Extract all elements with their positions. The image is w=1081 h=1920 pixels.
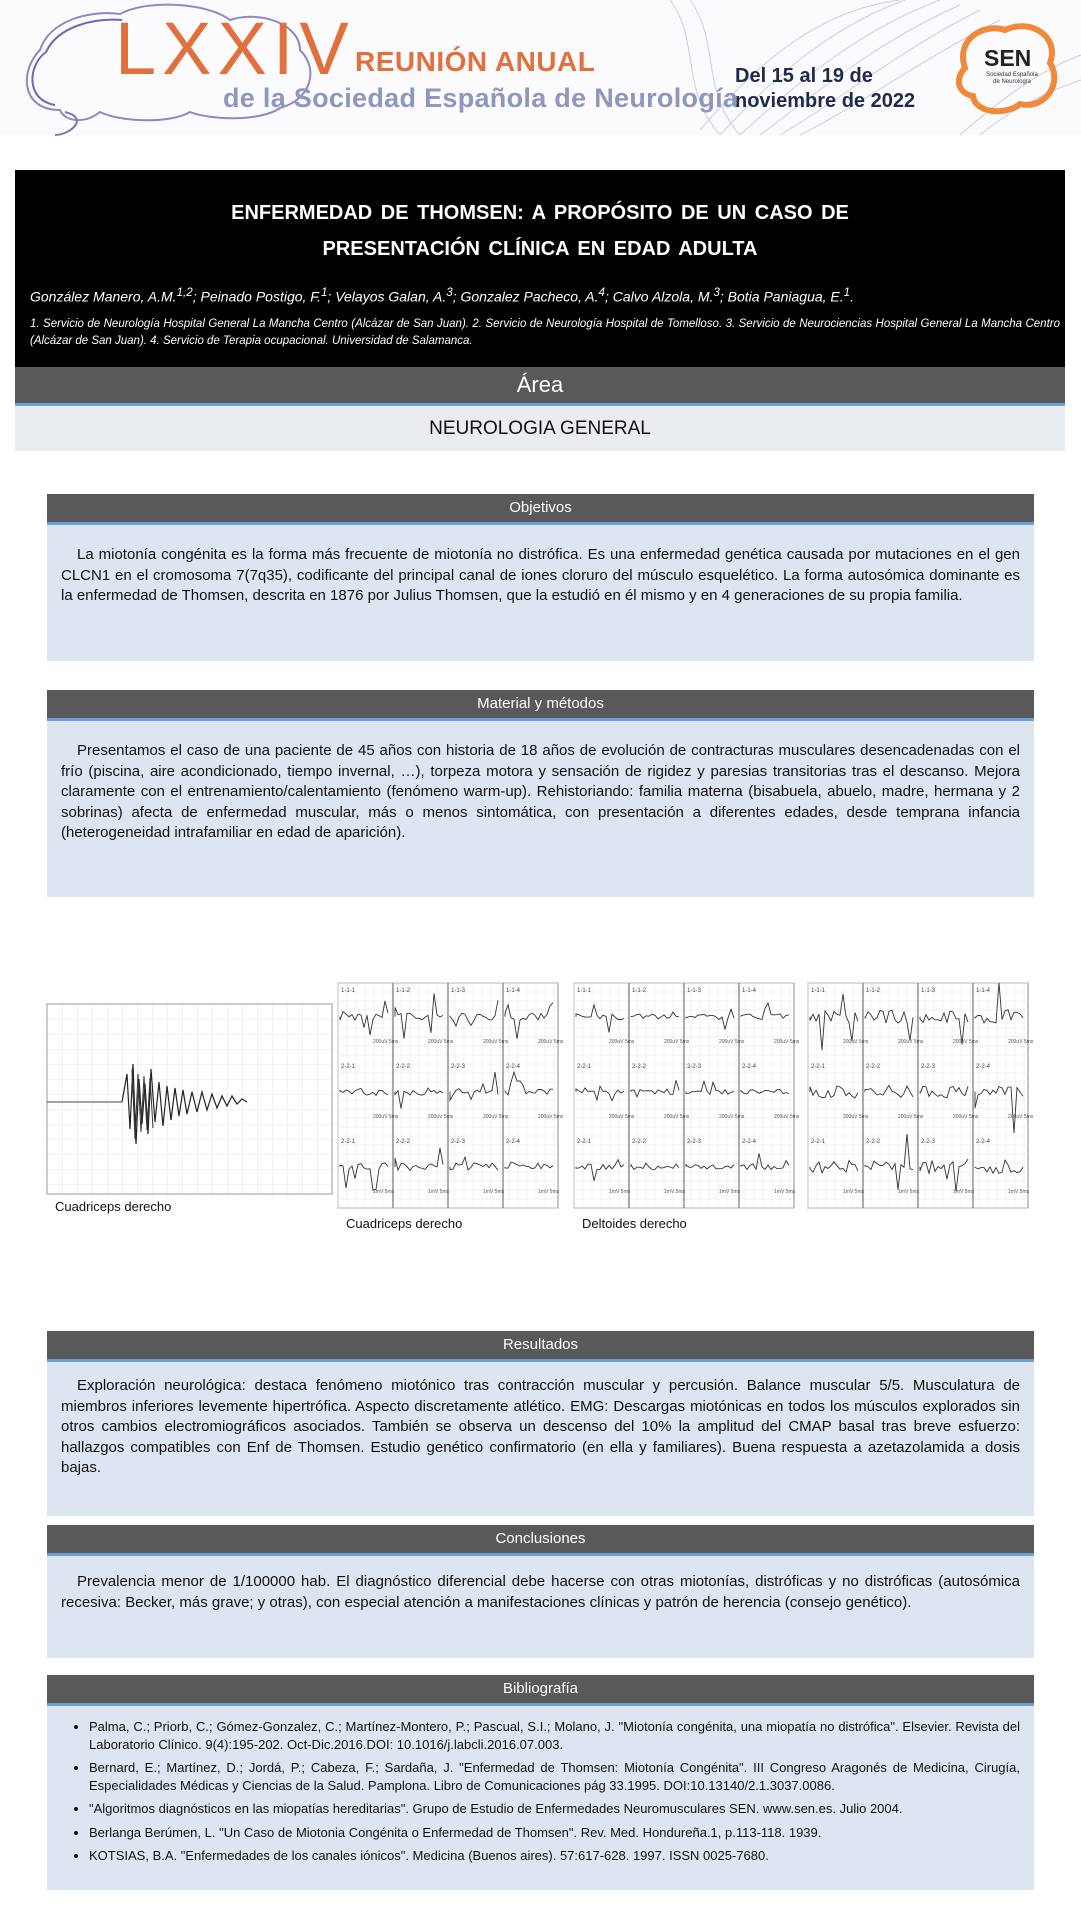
author: Botia Paniagua, E. <box>727 288 844 305</box>
edition-number: LXXIV <box>115 7 355 90</box>
emg-channel-label: 2-2-4 <box>506 1064 521 1070</box>
emg-scale-label: 1mV 5ms <box>483 1189 505 1195</box>
emg-scale-label: 1mV 5ms <box>774 1189 796 1195</box>
figure-caption: Deltoides derecho <box>582 1216 687 1231</box>
area-heading: Área <box>15 367 1065 406</box>
emg-figure-additional <box>808 983 1034 1208</box>
emg-scale-label: 200uV 5ms <box>953 1039 979 1045</box>
poster-title <box>15 195 1065 267</box>
emg-channel-label: 1-1-3 <box>687 988 702 994</box>
emg-scale-label: 1mV 5ms <box>609 1189 631 1195</box>
society-name: de la Sociedad Española de Neurología <box>223 83 739 113</box>
emg-scale-label: 1mV 5ms <box>373 1189 395 1195</box>
title-line-1: ENFERMEDAD DE THOMSEN: A PROPÓSITO DE UN CASO DE <box>231 202 849 224</box>
emg-scale-label: 1mV 5ms <box>664 1189 686 1195</box>
emg-channel-label: 1-1-1 <box>577 988 592 994</box>
reference-item: • Bernard, E.; Martínez, D.; Jordá, P.; Cabeza, F.; Sardaña, J. "Enfermedad de Thomsen: Miotonía Congénita". III Congreso Aragonés de Medicina, Cirugía, Especialidades Médicas y Ciencias de la Salud. Pamplona. Libro de Comunicaciones pág 33.1995. DOI:10.13140/2.1.3037.0086. <box>89 1759 1020 1794</box>
emg-channel-label: 1-1-1 <box>341 988 356 994</box>
emg-scale-label: 200uV 5ms <box>843 1039 869 1045</box>
emg-scale-label: 200uV 5ms <box>428 1114 454 1120</box>
meeting-name: REUNIÓN ANUAL <box>355 46 596 77</box>
emg-channel-label: 1-1-4 <box>742 988 757 994</box>
author-affiliation-sup: 3 <box>713 286 720 299</box>
conference-banner <box>0 0 1081 135</box>
section-body <box>47 1706 1034 1890</box>
section-text: Presentamos el caso de una paciente de 45 años con historia de 18 años de evolución de contracturas musculares desencadenadas con el frío (piscina, aire acondicionado, tiempo invernal, …), torpeza motora y sensación de rigidez y paresias transitorias tras el descanso. Mejora claramente con el entrenamiento/calentamiento (fenómeno warm-up). Rehistoriando: familia materna (bisabuela, abuelo, madre, hermana y 2 sobrinas) afecta de enfermedad muscular, más o menos sintomática, con presentación a diferentes edades, desde temprana infancia (heterogeneidad intrafamiliar en edad de aparición). <box>61 742 1020 841</box>
conference-dates <box>735 64 915 114</box>
section-resultados <box>47 1331 1034 1516</box>
emg-scale-label: 1mV 5ms <box>843 1189 865 1195</box>
emg-channel-label: 2-2-4 <box>506 1139 521 1145</box>
section-heading: Bibliografía <box>47 1675 1034 1706</box>
emg-scale-label: 200uV 5ms <box>664 1114 690 1120</box>
emg-scale-label: 200uV 5ms <box>774 1039 800 1045</box>
emg-channel-label: 2-2-3 <box>687 1139 702 1145</box>
section-conclusiones <box>47 1525 1034 1658</box>
dates-line-1: Del 15 al 19 de <box>735 65 873 87</box>
emg-channel-label: 2-2-2 <box>632 1139 647 1145</box>
emg-scale-label: 200uV 5ms <box>1008 1114 1034 1120</box>
emg-channel-label: 2-2-2 <box>396 1139 411 1145</box>
emg-figure-quadriceps-1 <box>47 1004 332 1194</box>
emg-scale-label: 200uV 5ms <box>774 1114 800 1120</box>
sen-acronym: SEN <box>984 45 1032 71</box>
emg-channel-label: 2-2-2 <box>866 1064 881 1070</box>
section-material-metodos <box>47 690 1034 897</box>
author-affiliation-sup: 3 <box>446 286 453 299</box>
emg-channel-label: 1-1-3 <box>451 988 466 994</box>
emg-scale-label: 200uV 5ms <box>483 1039 509 1045</box>
emg-scale-label: 1mV 5ms <box>1008 1189 1030 1195</box>
emg-channel-label: 2-2-1 <box>811 1139 826 1145</box>
author: Calvo Alzola, M. <box>612 288 714 305</box>
emg-scale-label: 1mV 5ms <box>538 1189 560 1195</box>
emg-channel-label: 2-2-3 <box>921 1064 936 1070</box>
emg-channel-label: 2-2-1 <box>341 1064 356 1070</box>
emg-channel-label: 2-2-1 <box>811 1064 826 1070</box>
emg-channel-label: 1-1-2 <box>866 988 881 994</box>
emg-scale-label: 200uV 5ms <box>609 1039 635 1045</box>
reference-list <box>61 1718 1020 1865</box>
section-text: Exploración neurológica: destaca fenómeno miotónico tras contracción muscular y percusión. Balance muscular 5/5. Musculatura de miembros inferiores levemente hipertrófica. Aspecto discretamente atlético. EMG: Descargas miotónicas en todos los músculos explorados sin otros cambios electromiográficos asociados. También se observa un descenso del 10% la amplitud del CMAP basal tras breve esfuerzo: hallazgos compatibles con Enf de Thomsen. Estudio genético confirmatorio (en ella y familiares). Buena respuesta a azetazolamida a dosis bajas. <box>61 1377 1020 1476</box>
figure-caption: Cuadriceps derecho <box>55 1199 172 1214</box>
emg-channel-label: 1-1-4 <box>506 988 521 994</box>
section-body <box>47 1556 1034 1658</box>
author: Velayos Galan, A. <box>335 288 447 305</box>
emg-scale-label: 200uV 5ms <box>664 1039 690 1045</box>
emg-scale-label: 1mV 5ms <box>428 1189 450 1195</box>
area-value: NEUROLOGIA GENERAL <box>15 406 1065 451</box>
reference-item: • "Algoritmos diagnósticos en las miopatías hereditarias". Grupo de Estudio de Enfermedades Neuromusculares SEN. www.sen.es. Julio 2004. <box>89 1800 1020 1818</box>
affiliations: 1. Servicio de Neurología Hospital General La Mancha Centro (Alcázar de San Juan). 2. Servicio de Neurología Hospital de Tomelloso. 3. Servicio de Neurociencias Hospital General La Mancha Centro (Alcázar de San Juan). 4. Servicio de Terapia ocupacional. Universidad de Salamanca. <box>30 318 1060 347</box>
emg-channel-label: 2-2-4 <box>976 1139 991 1145</box>
emg-channel-label: 2-2-2 <box>396 1064 411 1070</box>
dates-line-2: noviembre de 2022 <box>735 90 916 112</box>
emg-scale-label: 200uV 5ms <box>719 1114 745 1120</box>
section-heading: Material y métodos <box>47 690 1034 721</box>
emg-scale-label: 200uV 5ms <box>373 1039 399 1045</box>
emg-scale-label: 200uV 5ms <box>483 1114 509 1120</box>
emg-channel-label: 2-2-1 <box>577 1064 592 1070</box>
emg-channel-label: 2-2-4 <box>976 1064 991 1070</box>
emg-channel-label: 1-1-2 <box>632 988 647 994</box>
emg-scale-label: 200uV 5ms <box>898 1039 924 1045</box>
poster-title-block <box>15 170 1065 367</box>
emg-figure-deltoides <box>574 983 800 1208</box>
emg-scale-label: 200uV 5ms <box>1008 1039 1034 1045</box>
emg-channel-label: 2-2-1 <box>577 1139 592 1145</box>
emg-scale-label: 1mV 5ms <box>898 1189 920 1195</box>
author-affiliation-sup: 1 <box>843 286 851 299</box>
emg-scale-label: 200uV 5ms <box>719 1039 745 1045</box>
emg-figure-quadriceps-2 <box>338 983 564 1208</box>
author-affiliation-sup: 1,2 <box>176 286 193 299</box>
author: Peinado Postigo, F. <box>200 288 321 305</box>
figure-caption: Cuadriceps derecho <box>346 1216 463 1231</box>
section-body <box>47 525 1034 661</box>
emg-scale-label: 200uV 5ms <box>428 1039 454 1045</box>
emg-channel-label: 2-2-2 <box>866 1139 881 1145</box>
emg-scale-label: 200uV 5ms <box>609 1114 635 1120</box>
emg-scale-label: 200uV 5ms <box>538 1114 564 1120</box>
emg-scale-label: 200uV 5ms <box>373 1114 399 1120</box>
author-affiliation-sup: 1 <box>320 286 328 299</box>
section-heading: Conclusiones <box>47 1525 1034 1556</box>
emg-channel-label: 2-2-4 <box>742 1064 757 1070</box>
emg-scale-label: 1mV 5ms <box>953 1189 975 1195</box>
author: Gonzalez Pacheco, A. <box>460 288 599 305</box>
emg-channel-label: 2-2-2 <box>632 1064 647 1070</box>
emg-channel-label: 1-1-3 <box>921 988 936 994</box>
emg-channel-label: 2-2-3 <box>921 1139 936 1145</box>
emg-channel-label: 1-1-4 <box>976 988 991 994</box>
section-text: Prevalencia menor de 1/100000 hab. El diagnóstico diferencial debe hacerse con otras miotonías, distróficas y no distróficas (autosómica recesiva: Becker, más grave; y otras), con especial atención a manifestaciones clínicas y patrón de herencia (consejo genético). <box>61 1573 1020 1611</box>
author: González Manero, A.M. <box>30 288 177 305</box>
emg-channel-label: 2-2-1 <box>341 1139 356 1145</box>
author-affiliation-sup: 4 <box>598 286 605 299</box>
title-line-2: PRESENTACIÓN CLÍNICA EN EDAD ADULTA <box>322 238 758 260</box>
emg-scale-label: 200uV 5ms <box>843 1114 869 1120</box>
section-heading: Objetivos <box>47 494 1034 525</box>
emg-channel-label: 2-2-3 <box>451 1139 466 1145</box>
emg-scale-label: 1mV 5ms <box>719 1189 741 1195</box>
reference-item: • Berlanga Berúmen, L. "Un Caso de Miotonia Congénita o Enfermedad de Thomsen". Rev. Med. Hondureña.1, p.113-118. 1939. <box>89 1824 1020 1842</box>
author-list: González Manero, A.M.$^{1,2}$; Peinado Postigo, F.$^1$; Velayos Galan, A.$^3$; Gonzalez Pacheco, A.$^4$; Calvo Alzola, M.$^3$; Botia Paniagua, E.$^1$. <box>30 286 855 305</box>
emg-scale-label: 200uV 5ms <box>538 1039 564 1045</box>
section-body <box>47 721 1034 897</box>
section-text: La miotonía congénita es la forma más frecuente de miotonía no distrófica. Es una enfermedad genética causada por mutaciones en el gen CLCN1 en el cromosoma 7(7q35), codificante del principal canal de iones cloruro del músculo esquelético. La forma autosómica dominante es la enfermedad de Thomsen, descrita en 1876 por Julius Thomsen, que la estudió en él mismo y en 4 generaciones de su propia familia. <box>61 546 1020 604</box>
emg-channel-label: 2-2-3 <box>451 1064 466 1070</box>
reference-item: • Palma, C.; Priorb, C.; Gómez-Gonzalez, C.; Martínez-Montero, P.; Pascual, S.I.; Molano, J. "Miotonía congénita, una miopatía no distrófica". Elsevier. Revista del Laboratorio Clínico. 9(4):195-202. Oct-Dic.2016.DOI: 10.1016/j.labcli.2016.07.003. <box>89 1718 1020 1753</box>
sen-subtitle: Sociedad Española de Neurología <box>986 72 1038 85</box>
emg-scale-label: 200uV 5ms <box>898 1114 924 1120</box>
section-body <box>47 1362 1034 1516</box>
section-bibliografia <box>47 1675 1034 1890</box>
emg-channel-label: 2-2-4 <box>742 1139 757 1145</box>
section-heading: Resultados <box>47 1331 1034 1362</box>
emg-scale-label: 200uV 5ms <box>953 1114 979 1120</box>
emg-channel-label: 2-2-3 <box>687 1064 702 1070</box>
reference-item: • KOTSIAS, B.A. "Enfermedades de los canales iónicos". Medicina (Buenos aires). 57:617-628. 1997. ISSN 0025-7680. <box>89 1847 1020 1865</box>
emg-channel-label: 1-1-2 <box>396 988 411 994</box>
emg-channel-label: 1-1-1 <box>811 988 826 994</box>
section-objetivos <box>47 494 1034 661</box>
